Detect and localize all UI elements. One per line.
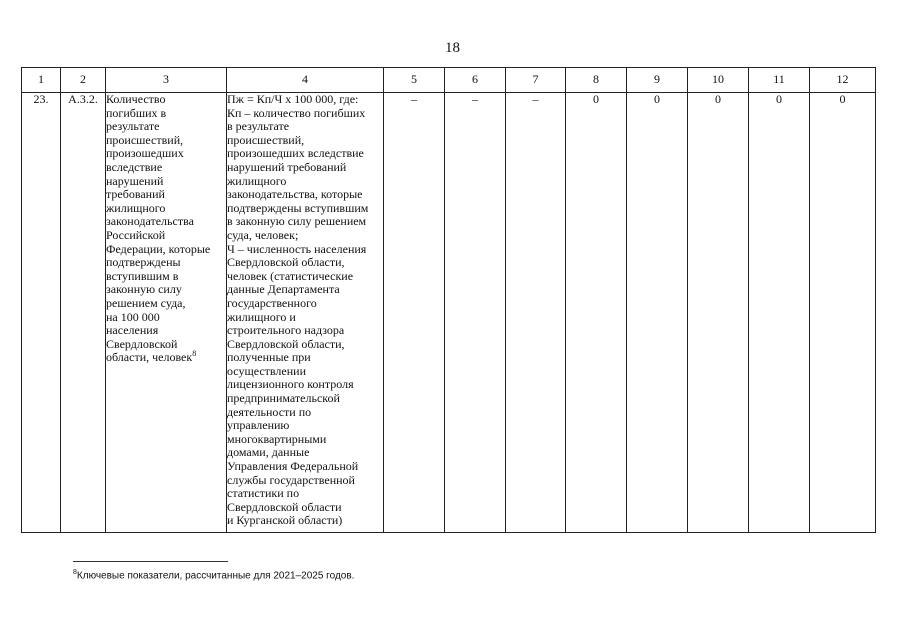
value: 0 [715,92,721,106]
value: 0 [654,92,660,106]
page-number: 18 [445,40,460,56]
footnote-reference: 8 [192,349,197,359]
indicator-table [21,67,876,533]
column-header: 11 [749,68,810,93]
footnote-divider [73,561,228,562]
row-code-cell [61,93,106,533]
row-code: А.3.2. [68,92,98,106]
column-header: 8 [566,68,627,93]
value-cell-12 [810,93,876,533]
column-header: 2 [61,68,106,93]
column-header: 9 [627,68,688,93]
value-cell-8 [566,93,627,533]
footnote [73,569,354,581]
footnote-marker: 8 [73,569,77,576]
value-cell-11 [749,93,810,533]
column-header: 12 [810,68,876,93]
table-header-row [22,68,876,93]
indicator-name: Количество погибших в результате происшествий, произошедших вследствие нарушений требований жилищного законодательства Российской Федерации, которые подтверждены вступившим в законную силу решением суда, на 100 000 населения Свердловской области, человек [106,92,211,365]
column-header: 6 [445,68,506,93]
value-cell-6 [445,93,506,533]
row-index-cell [22,93,61,533]
value-cell-9 [627,93,688,533]
row-index: 23. [33,92,49,106]
column-header: 3 [106,68,227,93]
value: 0 [776,92,782,106]
value-cell-7 [506,93,566,533]
column-header: 1 [22,68,61,93]
value-cell-5 [384,93,445,533]
value: – [532,92,539,106]
value: 0 [593,92,599,106]
column-header: 4 [227,68,384,93]
formula-description: Пж = Кп/Ч х 100 000, где: Кп – количество погибших в результате происшествий, произошедших вследствие нарушений требований жилищного законодательства, которые подтверждены вступившим в законную силу решением суда, человек; Ч – численность населения Свердловской области, человек (статистические данные Департамента государственного жилищного и строительного надзора Свердловской области, полученные при осуществлении лицензионного контроля предпринимательской деятельности по управлению многоквартирными домами, данные Управления Федеральной службы государственной статистики по Свердловской области и Курганской области) [227,92,369,528]
value-cell-10 [688,93,749,533]
column-header: 10 [688,68,749,93]
value: – [472,92,478,106]
column-header: 7 [506,68,566,93]
footnote-text: Ключевые показатели, рассчитанные для 2021–2025 годов. [76,570,355,582]
table-row [22,93,876,533]
indicator-name-cell [106,93,227,533]
column-header: 5 [384,68,445,93]
formula-cell [227,93,384,533]
value: 0 [839,92,846,106]
value: – [411,92,417,106]
